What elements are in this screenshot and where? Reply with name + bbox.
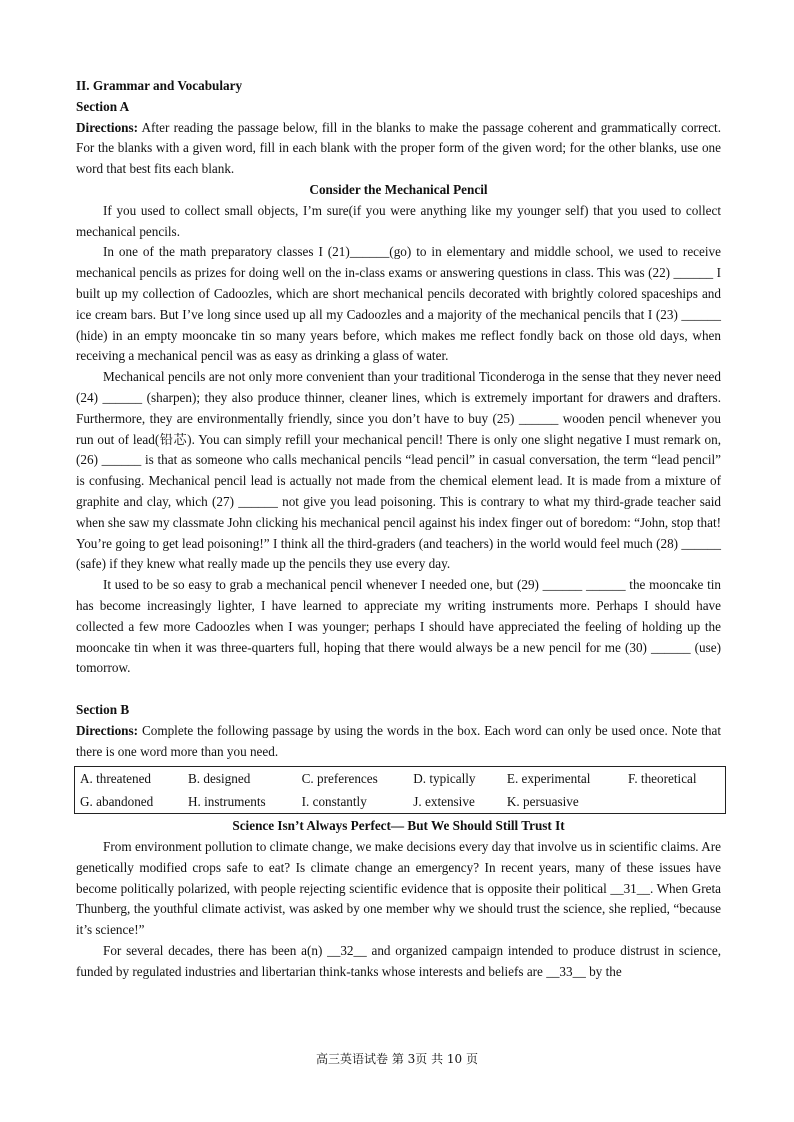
section-heading: II. Grammar and Vocabulary <box>76 78 243 93</box>
passage-a-paragraph: Mechanical pencils are not only more convenient than your traditional Ticonderoga in the sense that they never need (24) ______ (sharpen); they also produce thinner, cleaner lines, which is extremely important for drawers and drafters. Furthermore, they are environmentally friendly, since you don’t have to buy (25) ______ wooden pencil whenever you run out of lead(铅芯). You can simply refill your mechanical pencil! There is only one slight negative I must remark on, (26) ______ is that as someone who calls mechanical pencils “lead pencil” in casual conversation, the term “lead pencil” is confusing. Mechanical pencil lead is actually not made from the chemical element lead. It is made from a mixture of graphite and clay, which (27) ______ not give you lead poisoning. This is contrary to what my third-grade teacher said when she saw my classmate John clicking his mechanical pencil against his index finger out of boredom: “John, stop that! You’re going to get lead poisoning!” I think all the third-graders (and teachers) in the world would feel much (28) ______ (safe) if they knew what really made up the pencils they use every day. <box>76 369 721 572</box>
text-run: and organized campaign intended to produce distrust in science, funded by regulated industries and libertarian think-tanks whose interests and beliefs are <box>76 943 722 979</box>
blank-32: __32__ <box>327 943 367 959</box>
section-b-title: Section B <box>76 701 130 717</box>
directions-text: After reading the passage below, fill in the blanks to make the passage coherent and grammatically correct. For the blanks with a given word, fill in each blank with the proper form of the given word; for the other blanks, use one word that best fits each blank. <box>76 119 721 177</box>
blank-31: __31__ <box>610 880 650 896</box>
section-a-directions <box>76 118 721 180</box>
word-option: J. extensive <box>413 794 475 810</box>
section-a-title: Section A <box>76 98 130 114</box>
passage-b-paragraph <box>76 941 721 983</box>
page-footer: 高三英语试卷 第 3页 共 10 页 <box>316 1052 478 1066</box>
text-run: For several decades, there has been a(n) <box>103 943 328 959</box>
section-b-directions <box>76 721 721 763</box>
word-option: D. typically <box>413 771 476 787</box>
word-option: I. constantly <box>301 794 367 810</box>
word-option: G. abandoned <box>80 794 154 810</box>
passage-a-paragraph: It used to be so easy to grab a mechanical pencil whenever I needed one, but (29) ______ ______ the mooncake tin has become increasingly lighter, I have learned to appreciate my writing instruments more. Perhaps I should have collected a few more Cadoozles when I was younger; perhaps I should have appreciated the feeling of holding up the mooncake tin when it was three-quarters full, hoping that there would always be a new pencil for me (30) ______ (use) tomorrow. <box>76 577 721 676</box>
directions-label: Directions: <box>76 119 139 135</box>
word-option: K. persuasive <box>506 794 579 810</box>
text-run: . When Greta Thunberg, the youthful climate activist, was asked by one member why we should trust the science, she replied, “because it’s science!” <box>76 880 721 938</box>
word-option: A. threatened <box>80 771 152 787</box>
text-run: From environment pollution to climate change, we make decisions every day that involve us in scientific claims. Are genetically modified crops safe to eat? Is climate change an emergency? In recent years, many of these issues have become politically polarized, with people rejecting scientific evidence that is opposite their political <box>76 839 721 896</box>
passage-b-paragraph <box>76 837 721 941</box>
directions-label: Directions: <box>76 722 139 738</box>
word-option: C. preferences <box>301 771 378 787</box>
passage-a-title: Consider the Mechanical Pencil <box>309 181 488 197</box>
blank-33: __33__ <box>546 963 586 979</box>
text-run: by the <box>585 963 622 979</box>
word-option: E. experimental <box>506 771 591 787</box>
word-option-empty <box>623 790 725 814</box>
passage-b-title: Science Isn’t Always Perfect— But We Should Still Trust It <box>232 818 565 834</box>
passage-a-paragraph: If you used to collect small objects, I’m sure(if you were anything like my younger self) that you used to collect mechanical pencils. <box>76 202 721 239</box>
word-option: B. designed <box>188 771 251 787</box>
passage-a-paragraph: In one of the math preparatory classes I (21)______(go) to in elementary and middle school, we used to receive mechanical pencils as prizes for doing well on the in-class exams or answering questions in class. This was (22) ______ I built up my collection of Cadoozles, which are short mechanical pencils decorated with brightly colored spaceships and ice cream bars. But I’ve long since used up all my Cadoozles and a majority of the mechanical pencils that I (23) ______ (hide) in an empty mooncake tin so many years before, which makes me reflect fondly back on those old days, when receiving a mechanical pencil was as easy as drinking a glass of water. <box>76 244 721 364</box>
word-box <box>74 766 726 814</box>
word-box-row <box>75 767 726 791</box>
exam-page <box>76 76 721 983</box>
section-spacer <box>76 679 721 700</box>
word-option: F. theoretical <box>628 771 697 787</box>
word-option: H. instruments <box>188 794 266 810</box>
word-box-row <box>75 790 726 814</box>
directions-text: Complete the following passage by using the words in the box. Each word can only be used once. Note that there is one word more than you need. <box>76 722 721 759</box>
